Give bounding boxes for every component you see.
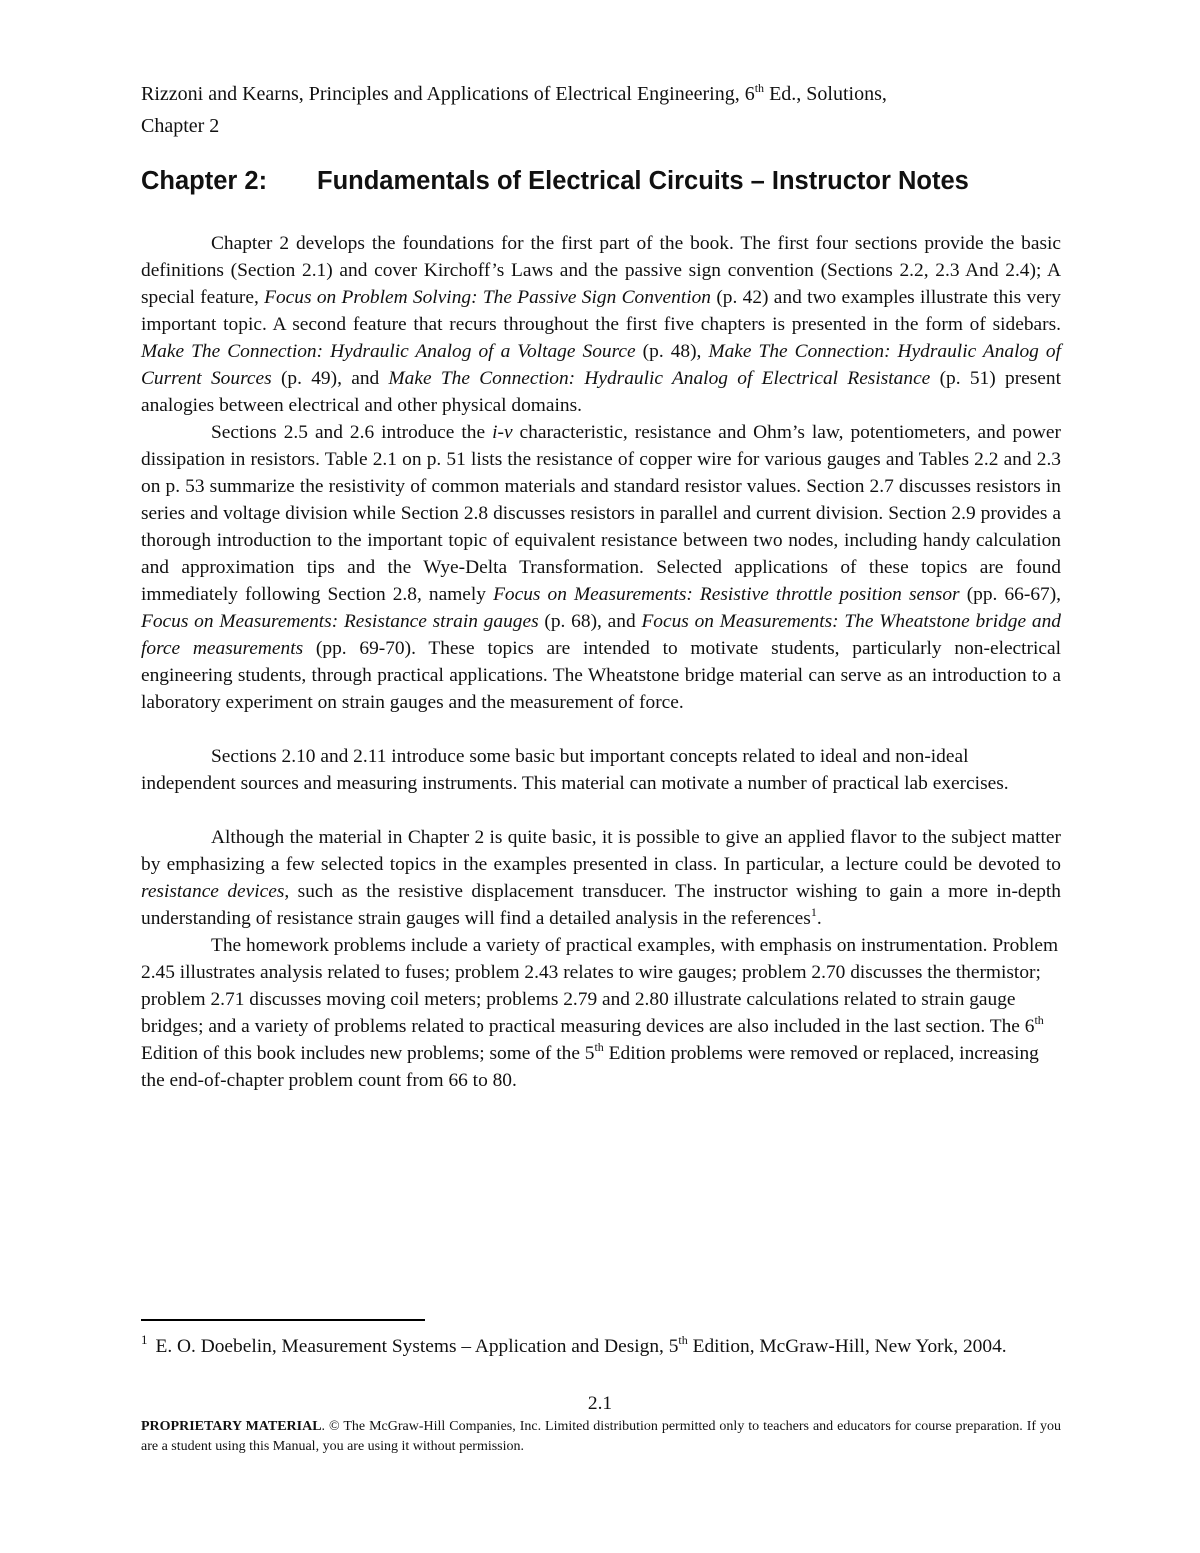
superscript: th xyxy=(678,1333,688,1347)
footnote xyxy=(141,1333,1061,1360)
footnote-number: 1 xyxy=(141,1332,148,1347)
header-chapter: Chapter 2 xyxy=(141,115,220,137)
text-run: Sections 2.5 and 2.6 introduce the xyxy=(211,422,493,443)
paragraph-4 xyxy=(141,824,1061,932)
text-run: (p. 48), xyxy=(635,341,709,362)
header-sup: th xyxy=(754,81,765,95)
superscript: th xyxy=(594,1040,604,1054)
italic-run: resistance devices xyxy=(141,881,285,902)
footnote-divider xyxy=(141,1319,425,1321)
text-run: . xyxy=(816,908,822,929)
italic-run: Focus on Problem Solving: The Passive Sign Convention xyxy=(264,287,711,308)
proprietary-text: . © The McGraw-Hill Companies, Inc. Limited distribution permitted only to teachers and educators for course preparation. If you are a student using this Manual, you are using it without permission. xyxy=(141,1419,1061,1454)
text-run: (pp. 69-70). These topics are intended to motivate students, particularly non-electrical engineering students, through practical applications. The Wheatstone bridge material can serve as an introduction to a laboratory experiment on strain gauges and the measurement of force. xyxy=(141,638,1061,713)
proprietary-label: PROPRIETARY MATERIAL xyxy=(141,1419,322,1434)
footnote-ref: 1 xyxy=(810,905,817,919)
italic-run: Make The Connection: Hydraulic Analog of Current Sources xyxy=(141,341,1061,389)
header-text-end: Ed., Solutions, xyxy=(764,83,887,105)
paragraph-5 xyxy=(141,932,1061,1094)
page-number: 2.1 xyxy=(587,1393,613,1414)
paragraph-1 xyxy=(141,230,1061,419)
superscript: th xyxy=(1034,1013,1044,1027)
italic-run: Make The Connection: Hydraulic Analog of a Voltage Source xyxy=(141,341,636,362)
italic-run: Focus on Measurements: Resistive throttle position sensor xyxy=(493,584,960,605)
text-run: (p. 51) present analogies between electrical and other physical domains. xyxy=(141,368,1061,416)
footnote-text: E. O. Doebelin, Measurement Systems – Application and Design, 5 xyxy=(155,1336,679,1357)
text-run: (p. 49), and xyxy=(271,368,389,389)
chapter-title-text: Fundamentals of Electrical Circuits – Instructor Notes xyxy=(317,167,969,195)
text-run: Although the material in Chapter 2 is quite basic, it is possible to give an applied flavor to the subject matter by emphasizing a few selected topics in the examples presented in class. In particular, a lecture could be devoted to xyxy=(141,827,1061,875)
body-text xyxy=(141,230,1061,1094)
text-run: Edition of this book includes new problems; some of the 5 xyxy=(141,1043,595,1064)
paragraph-2 xyxy=(141,419,1061,716)
paragraph-3: Sections 2.10 and 2.11 introduce some basic but important concepts related to ideal and non-ideal independent sources and measuring instruments. This material can motivate a number of practical lab exercises. xyxy=(141,746,1009,794)
text-run: (pp. 66-67), xyxy=(959,584,1062,605)
italic-run: Focus on Measurements: Resistance strain gauges xyxy=(141,611,539,632)
text-run: characteristic, resistance and Ohm’s law, potentiometers, and power dissipation in resistors. Table 2.1 on p. 51 lists the resistance of copper wire for various gauges and Tables 2.2 and 2.3 on p. 53 summarize the resistivity of common materials and standard resistor values. Section 2.7 discusses resistors in series and voltage division while Section 2.8 discusses resistors in parallel and current division. Section 2.9 provides a thorough introduction to the important topic of equivalent resistance between two nodes, including handy calculation and approximation tips and the Wye-Delta Transformation. Selected applications of these topics are found immediately following Section 2.8, namely xyxy=(141,422,1061,605)
italic-run: Make The Connection: Hydraulic Analog of Electrical Resistance xyxy=(388,368,931,389)
proprietary-notice xyxy=(141,1417,1061,1457)
text-run: Edition problems were removed or replaced, increasing the end-of-chapter problem count from 66 to 80. xyxy=(141,1043,1039,1091)
text-run: Chapter 2 develops the foundations for the first part of the book. The first four sections provide the basic definitions (Section 2.1) and cover Kirchoff’s Laws and the passive sign convention (Sections 2.2, 2.3 And 2.4); A special feature, xyxy=(141,233,1061,308)
chapter-title xyxy=(141,164,1081,198)
text-run: , such as the resistive displacement transducer. The instructor wishing to gain a more in-depth understanding of resistance strain gauges will find a detailed analysis in the references xyxy=(141,881,1062,929)
text-run: (p. 68), and xyxy=(538,611,642,632)
footnote-text-end: Edition, McGraw-Hill, New York, 2004. xyxy=(687,1336,1007,1357)
header-text: Rizzoni and Kearns, Principles and Applications of Electrical Engineering, 6 xyxy=(141,83,755,105)
text-run: (p. 42) and two examples illustrate this very important topic. A second feature that recurs throughout the first five chapters is presented in the form of sidebars. xyxy=(141,287,1061,335)
running-header xyxy=(141,78,1061,142)
italic-run: i-v xyxy=(492,422,513,443)
chapter-label: Chapter 2: xyxy=(141,167,268,195)
text-run: The homework problems include a variety of practical examples, with emphasis on instrumentation. Problem 2.45 illustrates analysis related to fuses; problem 2.43 relates to wire gauges; problem 2.70 discusses the thermistor; problem 2.71 discusses moving coil meters; problems 2.79 and 2.80 illustrate calculations related to strain gauge bridges; and a variety of problems related to practical measuring devices are also included in the last section. The 6 xyxy=(141,935,1059,1037)
italic-run: Focus on Measurements: The Wheatstone bridge and force measurements xyxy=(141,611,1061,659)
